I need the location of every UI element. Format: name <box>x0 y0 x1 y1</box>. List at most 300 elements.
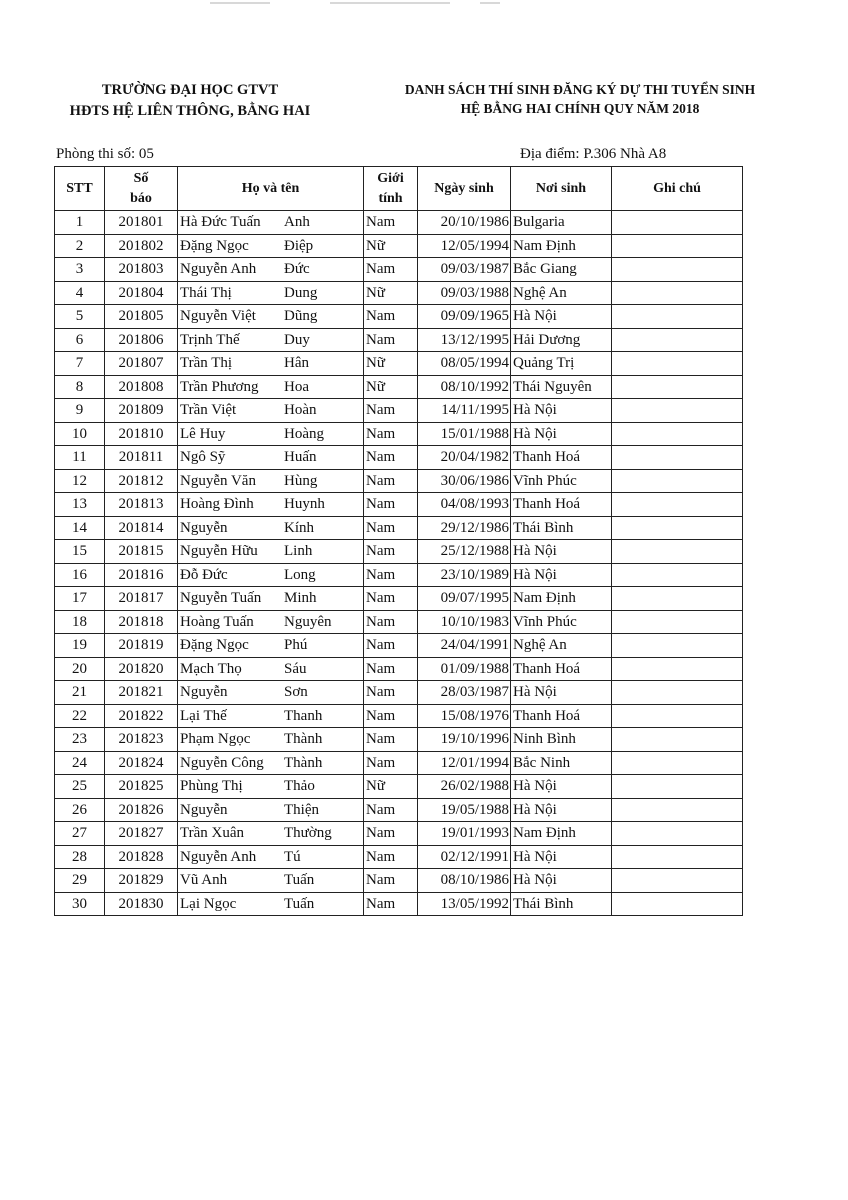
cell-note <box>612 704 743 728</box>
cell-sbd: 201823 <box>105 728 178 752</box>
cell-pob: Hà Nội <box>511 681 612 705</box>
given-name: Nguyên <box>284 613 332 630</box>
family-and-middle-name: Lê Huy <box>180 425 226 442</box>
cell-sex: Nam <box>364 610 418 634</box>
cell-dob: 10/10/1983 <box>418 610 511 634</box>
cell-dob: 19/01/1993 <box>418 822 511 846</box>
cell-dob: 15/08/1976 <box>418 704 511 728</box>
cell-sex: Nam <box>364 845 418 869</box>
cell-sbd: 201808 <box>105 375 178 399</box>
column-header-sex-line1: Giới <box>377 170 404 186</box>
cell-dob: 09/07/1995 <box>418 587 511 611</box>
family-and-middle-name: Phạm Ngọc <box>180 731 251 748</box>
cell-stt: 17 <box>55 587 105 611</box>
cell-pob: Bắc Giang <box>511 258 612 282</box>
cell-note <box>612 587 743 611</box>
cell-sbd: 201817 <box>105 587 178 611</box>
cell-note <box>612 211 743 235</box>
given-name: Huấn <box>284 449 317 466</box>
table-row <box>55 516 743 540</box>
cell-stt: 4 <box>55 281 105 305</box>
cell-stt: 19 <box>55 634 105 658</box>
cell-sex: Nam <box>364 422 418 446</box>
given-name: Thành <box>284 754 323 771</box>
column-header-sbd <box>105 167 178 211</box>
column-header-name: Họ và tên <box>178 167 364 211</box>
cell-sbd: 201820 <box>105 657 178 681</box>
table-row <box>55 493 743 517</box>
cell-name <box>178 328 364 352</box>
cell-sex: Nam <box>364 657 418 681</box>
table-row <box>55 892 743 916</box>
document-title: DANH SÁCH THÍ SINH ĐĂNG KÝ DỰ THI TUYỂN SINH <box>404 82 756 97</box>
given-name: Thảo <box>284 778 315 795</box>
cell-note <box>612 822 743 846</box>
cell-name <box>178 516 364 540</box>
cell-dob: 02/12/1991 <box>418 845 511 869</box>
cell-sex: Nữ <box>364 775 418 799</box>
cell-pob: Hà Nội <box>511 422 612 446</box>
cell-pob: Thái Bình <box>511 892 612 916</box>
table-row <box>55 822 743 846</box>
cell-sbd: 201825 <box>105 775 178 799</box>
cell-sbd: 201815 <box>105 540 178 564</box>
table-row <box>55 634 743 658</box>
cell-dob: 13/12/1995 <box>418 328 511 352</box>
cell-sex: Nam <box>364 869 418 893</box>
cell-dob: 19/05/1988 <box>418 798 511 822</box>
given-name: Hoa <box>284 378 309 395</box>
cell-dob: 15/01/1988 <box>418 422 511 446</box>
cell-stt: 7 <box>55 352 105 376</box>
family-and-middle-name: Trịnh Thế <box>180 331 240 348</box>
cell-stt: 27 <box>55 822 105 846</box>
cell-dob: 08/05/1994 <box>418 352 511 376</box>
given-name: Duy <box>284 331 310 348</box>
cell-pob: Nam Định <box>511 234 612 258</box>
table-row <box>55 563 743 587</box>
cell-sbd: 201804 <box>105 281 178 305</box>
cell-dob: 09/09/1965 <box>418 305 511 329</box>
cell-sbd: 201828 <box>105 845 178 869</box>
table-row <box>55 587 743 611</box>
cell-dob: 24/04/1991 <box>418 634 511 658</box>
cell-sbd: 201821 <box>105 681 178 705</box>
cell-name <box>178 892 364 916</box>
cell-sbd: 201809 <box>105 399 178 423</box>
cell-dob: 20/04/1982 <box>418 446 511 470</box>
cell-dob: 12/05/1994 <box>418 234 511 258</box>
family-and-middle-name: Trần Thị <box>180 355 233 372</box>
table-row <box>55 540 743 564</box>
cell-sbd: 201814 <box>105 516 178 540</box>
cell-dob: 09/03/1988 <box>418 281 511 305</box>
family-and-middle-name: Trần Xuân <box>180 825 245 842</box>
document-title-block <box>380 80 780 118</box>
cell-sbd: 201818 <box>105 610 178 634</box>
family-and-middle-name: Lại Ngọc <box>180 895 237 912</box>
cell-sbd: 201824 <box>105 751 178 775</box>
cell-note <box>612 681 743 705</box>
cell-pob: Thanh Hoá <box>511 446 612 470</box>
cell-sex: Nam <box>364 728 418 752</box>
given-name: Phú <box>284 637 308 654</box>
cell-name <box>178 681 364 705</box>
table-row <box>55 469 743 493</box>
cell-name <box>178 822 364 846</box>
cell-dob: 25/12/1988 <box>418 540 511 564</box>
given-name: Hoàng <box>284 425 324 442</box>
cell-sbd: 201822 <box>105 704 178 728</box>
family-and-middle-name: Phùng Thị <box>180 778 243 795</box>
exam-location-label: Địa điểm: P.306 Nhà A8 <box>520 146 667 162</box>
cell-sex: Nam <box>364 516 418 540</box>
cell-stt: 1 <box>55 211 105 235</box>
cell-sex: Nữ <box>364 281 418 305</box>
cell-note <box>612 446 743 470</box>
cell-pob: Hà Nội <box>511 845 612 869</box>
cell-stt: 13 <box>55 493 105 517</box>
board-name: HĐTS HỆ LIÊN THÔNG, BẰNG HAI <box>69 103 311 119</box>
given-name: Đức <box>284 261 310 278</box>
column-header-stt: STT <box>55 167 105 211</box>
cell-stt: 12 <box>55 469 105 493</box>
cell-name <box>178 540 364 564</box>
table-row <box>55 610 743 634</box>
cell-pob: Bulgaria <box>511 211 612 235</box>
cell-pob: Bắc Ninh <box>511 751 612 775</box>
cell-note <box>612 422 743 446</box>
cell-sbd: 201810 <box>105 422 178 446</box>
cell-pob: Thái Nguyên <box>511 375 612 399</box>
table-row <box>55 352 743 376</box>
family-and-middle-name: Nguyễn Việt <box>180 308 256 325</box>
cell-note <box>612 751 743 775</box>
cell-note <box>612 657 743 681</box>
cell-name <box>178 704 364 728</box>
family-and-middle-name: Đặng Ngọc <box>180 237 249 254</box>
cell-name <box>178 845 364 869</box>
cell-sbd: 201805 <box>105 305 178 329</box>
cell-dob: 26/02/1988 <box>418 775 511 799</box>
cell-dob: 09/03/1987 <box>418 258 511 282</box>
column-header-sbd-line1: Số <box>133 170 149 186</box>
cell-note <box>612 540 743 564</box>
family-and-middle-name: Mạch Thọ <box>180 660 242 677</box>
cell-note <box>612 493 743 517</box>
cell-note <box>612 563 743 587</box>
cell-sex: Nam <box>364 540 418 564</box>
given-name: Tú <box>284 848 301 865</box>
cell-pob: Hà Nội <box>511 798 612 822</box>
cell-sbd: 201816 <box>105 563 178 587</box>
cell-stt: 15 <box>55 540 105 564</box>
given-name: Hùng <box>284 472 318 489</box>
given-name: Tuấn <box>284 895 315 912</box>
cell-name <box>178 610 364 634</box>
table-row <box>55 751 743 775</box>
cell-sex: Nam <box>364 704 418 728</box>
cell-sbd: 201807 <box>105 352 178 376</box>
cell-stt: 20 <box>55 657 105 681</box>
cell-name <box>178 258 364 282</box>
cell-stt: 22 <box>55 704 105 728</box>
cell-name <box>178 352 364 376</box>
cell-name <box>178 563 364 587</box>
cell-stt: 25 <box>55 775 105 799</box>
exam-room-label: Phòng thi số: 05 <box>56 146 154 162</box>
cell-sex: Nam <box>364 587 418 611</box>
cell-pob: Ninh Bình <box>511 728 612 752</box>
cell-pob: Thanh Hoá <box>511 704 612 728</box>
cell-pob: Thanh Hoá <box>511 493 612 517</box>
family-and-middle-name: Trần Việt <box>180 402 237 419</box>
cell-dob: 19/10/1996 <box>418 728 511 752</box>
cell-sex: Nữ <box>364 352 418 376</box>
given-name: Sơn <box>284 684 308 701</box>
cell-sex: Nữ <box>364 234 418 258</box>
table-row <box>55 775 743 799</box>
family-and-middle-name: Nguyễn Hữu <box>180 543 258 560</box>
family-and-middle-name: Nguyễn Văn <box>180 472 256 489</box>
cell-note <box>612 869 743 893</box>
given-name: Sáu <box>284 660 307 677</box>
table-row <box>55 798 743 822</box>
cell-pob: Hải Dương <box>511 328 612 352</box>
cell-name <box>178 446 364 470</box>
table-row <box>55 258 743 282</box>
table-row <box>55 281 743 305</box>
family-and-middle-name: Đặng Ngọc <box>180 637 249 654</box>
cell-name <box>178 728 364 752</box>
given-name: Anh <box>284 214 310 231</box>
given-name: Dung <box>284 284 318 301</box>
cell-pob: Thanh Hoá <box>511 657 612 681</box>
table-row <box>55 234 743 258</box>
family-and-middle-name: Nguyễn <box>180 684 228 701</box>
candidate-table-body <box>55 211 743 916</box>
cell-stt: 18 <box>55 610 105 634</box>
cell-dob: 20/10/1986 <box>418 211 511 235</box>
given-name: Hân <box>284 355 309 372</box>
cell-pob: Thái Bình <box>511 516 612 540</box>
cell-stt: 14 <box>55 516 105 540</box>
cell-stt: 11 <box>55 446 105 470</box>
cell-sbd: 201829 <box>105 869 178 893</box>
candidate-table <box>54 166 743 916</box>
family-and-middle-name: Nguyễn Anh <box>180 261 257 278</box>
cell-dob: 08/10/1992 <box>418 375 511 399</box>
family-and-middle-name: Thái Thị <box>180 284 232 301</box>
table-row <box>55 845 743 869</box>
cell-stt: 21 <box>55 681 105 705</box>
cell-sex: Nam <box>364 751 418 775</box>
family-and-middle-name: Nguyễn Công <box>180 754 264 771</box>
cell-stt: 2 <box>55 234 105 258</box>
cell-sex: Nam <box>364 328 418 352</box>
cell-name <box>178 211 364 235</box>
given-name: Tuấn <box>284 872 315 889</box>
cell-note <box>612 234 743 258</box>
cell-note <box>612 375 743 399</box>
column-header-sex-line2: tính <box>378 190 403 206</box>
column-header-sbd-line2: báo <box>130 190 152 206</box>
given-name: Thiện <box>284 801 319 818</box>
cell-sbd: 201811 <box>105 446 178 470</box>
cell-name <box>178 634 364 658</box>
family-and-middle-name: Nguyễn Anh <box>180 848 257 865</box>
table-row <box>55 399 743 423</box>
column-header-sex <box>364 167 418 211</box>
cell-note <box>612 258 743 282</box>
given-name: Long <box>284 566 316 583</box>
cell-name <box>178 869 364 893</box>
cell-pob: Hà Nội <box>511 775 612 799</box>
given-name: Thành <box>284 731 323 748</box>
cell-dob: 14/11/1995 <box>418 399 511 423</box>
table-row <box>55 869 743 893</box>
table-row <box>55 422 743 446</box>
cell-sbd: 201803 <box>105 258 178 282</box>
cell-note <box>612 352 743 376</box>
cell-note <box>612 728 743 752</box>
cell-dob: 13/05/1992 <box>418 892 511 916</box>
cell-dob: 12/01/1994 <box>418 751 511 775</box>
cell-stt: 8 <box>55 375 105 399</box>
cell-sex: Nam <box>364 399 418 423</box>
table-row <box>55 211 743 235</box>
cell-sex: Nam <box>364 211 418 235</box>
cell-stt: 10 <box>55 422 105 446</box>
cell-sbd: 201812 <box>105 469 178 493</box>
table-row <box>55 328 743 352</box>
table-row <box>55 681 743 705</box>
cell-dob: 08/10/1986 <box>418 869 511 893</box>
cell-sbd: 201826 <box>105 798 178 822</box>
cell-name <box>178 469 364 493</box>
cell-stt: 3 <box>55 258 105 282</box>
family-and-middle-name: Hà Đức Tuấn <box>180 214 261 231</box>
cell-name <box>178 751 364 775</box>
given-name: Minh <box>284 590 317 607</box>
cell-sex: Nam <box>364 563 418 587</box>
given-name: Thường <box>284 825 332 842</box>
cell-sex: Nam <box>364 634 418 658</box>
cell-stt: 29 <box>55 869 105 893</box>
given-name: Linh <box>284 543 313 560</box>
cell-dob: 28/03/1987 <box>418 681 511 705</box>
cell-sbd: 201806 <box>105 328 178 352</box>
cell-name <box>178 798 364 822</box>
family-and-middle-name: Trần Phương <box>180 378 259 395</box>
cell-sbd: 201802 <box>105 234 178 258</box>
table-row <box>55 728 743 752</box>
cell-note <box>612 798 743 822</box>
cell-name <box>178 281 364 305</box>
cell-name <box>178 493 364 517</box>
cell-note <box>612 305 743 329</box>
cell-note <box>612 399 743 423</box>
column-header-pob: Nơi sinh <box>511 167 612 211</box>
cell-pob: Nghệ An <box>511 634 612 658</box>
table-row <box>55 657 743 681</box>
cell-sbd: 201801 <box>105 211 178 235</box>
cell-name <box>178 305 364 329</box>
cell-name <box>178 657 364 681</box>
table-row <box>55 446 743 470</box>
family-and-middle-name: Hoàng Tuấn <box>180 613 254 630</box>
cell-name <box>178 399 364 423</box>
cell-name <box>178 775 364 799</box>
family-and-middle-name: Nguyễn <box>180 801 228 818</box>
cell-dob: 23/10/1989 <box>418 563 511 587</box>
cell-sex: Nam <box>364 446 418 470</box>
column-header-dob: Ngày sinh <box>418 167 511 211</box>
cell-sex: Nam <box>364 469 418 493</box>
cell-pob: Hà Nội <box>511 869 612 893</box>
cell-name <box>178 422 364 446</box>
cell-note <box>612 892 743 916</box>
cell-pob: Hà Nội <box>511 540 612 564</box>
cell-name <box>178 587 364 611</box>
cell-dob: 30/06/1986 <box>418 469 511 493</box>
document-subtitle: HỆ BẰNG HAI CHÍNH QUY NĂM 2018 <box>460 101 700 116</box>
cell-stt: 24 <box>55 751 105 775</box>
cell-dob: 29/12/1986 <box>418 516 511 540</box>
cell-stt: 28 <box>55 845 105 869</box>
cell-dob: 04/08/1993 <box>418 493 511 517</box>
cell-sex: Nam <box>364 822 418 846</box>
cell-note <box>612 516 743 540</box>
cell-sex: Nam <box>364 798 418 822</box>
cell-stt: 5 <box>55 305 105 329</box>
cell-name <box>178 234 364 258</box>
cell-pob: Hà Nội <box>511 399 612 423</box>
cell-sex: Nữ <box>364 375 418 399</box>
family-and-middle-name: Đỗ Đức <box>180 566 228 583</box>
cell-sbd: 201830 <box>105 892 178 916</box>
cell-note <box>612 775 743 799</box>
given-name: Điệp <box>284 237 314 254</box>
cell-pob: Vĩnh Phúc <box>511 469 612 493</box>
column-header-note: Ghi chú <box>612 167 743 211</box>
cell-stt: 26 <box>55 798 105 822</box>
cell-note <box>612 845 743 869</box>
cell-stt: 16 <box>55 563 105 587</box>
cell-sbd: 201827 <box>105 822 178 846</box>
cell-sex: Nam <box>364 892 418 916</box>
cell-sbd: 201819 <box>105 634 178 658</box>
cell-note <box>612 281 743 305</box>
given-name: Hoàn <box>284 402 317 419</box>
cell-note <box>612 634 743 658</box>
given-name: Dũng <box>284 308 318 325</box>
cell-sbd: 201813 <box>105 493 178 517</box>
cell-sex: Nam <box>364 258 418 282</box>
cell-sex: Nam <box>364 681 418 705</box>
table-row <box>55 375 743 399</box>
table-row <box>55 704 743 728</box>
cell-pob: Nam Định <box>511 822 612 846</box>
cell-name <box>178 375 364 399</box>
family-and-middle-name: Nguyễn Tuấn <box>180 590 262 607</box>
cell-stt: 23 <box>55 728 105 752</box>
cell-pob: Hà Nội <box>511 563 612 587</box>
cell-sex: Nam <box>364 305 418 329</box>
cell-pob: Hà Nội <box>511 305 612 329</box>
cell-pob: Vĩnh Phúc <box>511 610 612 634</box>
cell-pob: Nghệ An <box>511 281 612 305</box>
